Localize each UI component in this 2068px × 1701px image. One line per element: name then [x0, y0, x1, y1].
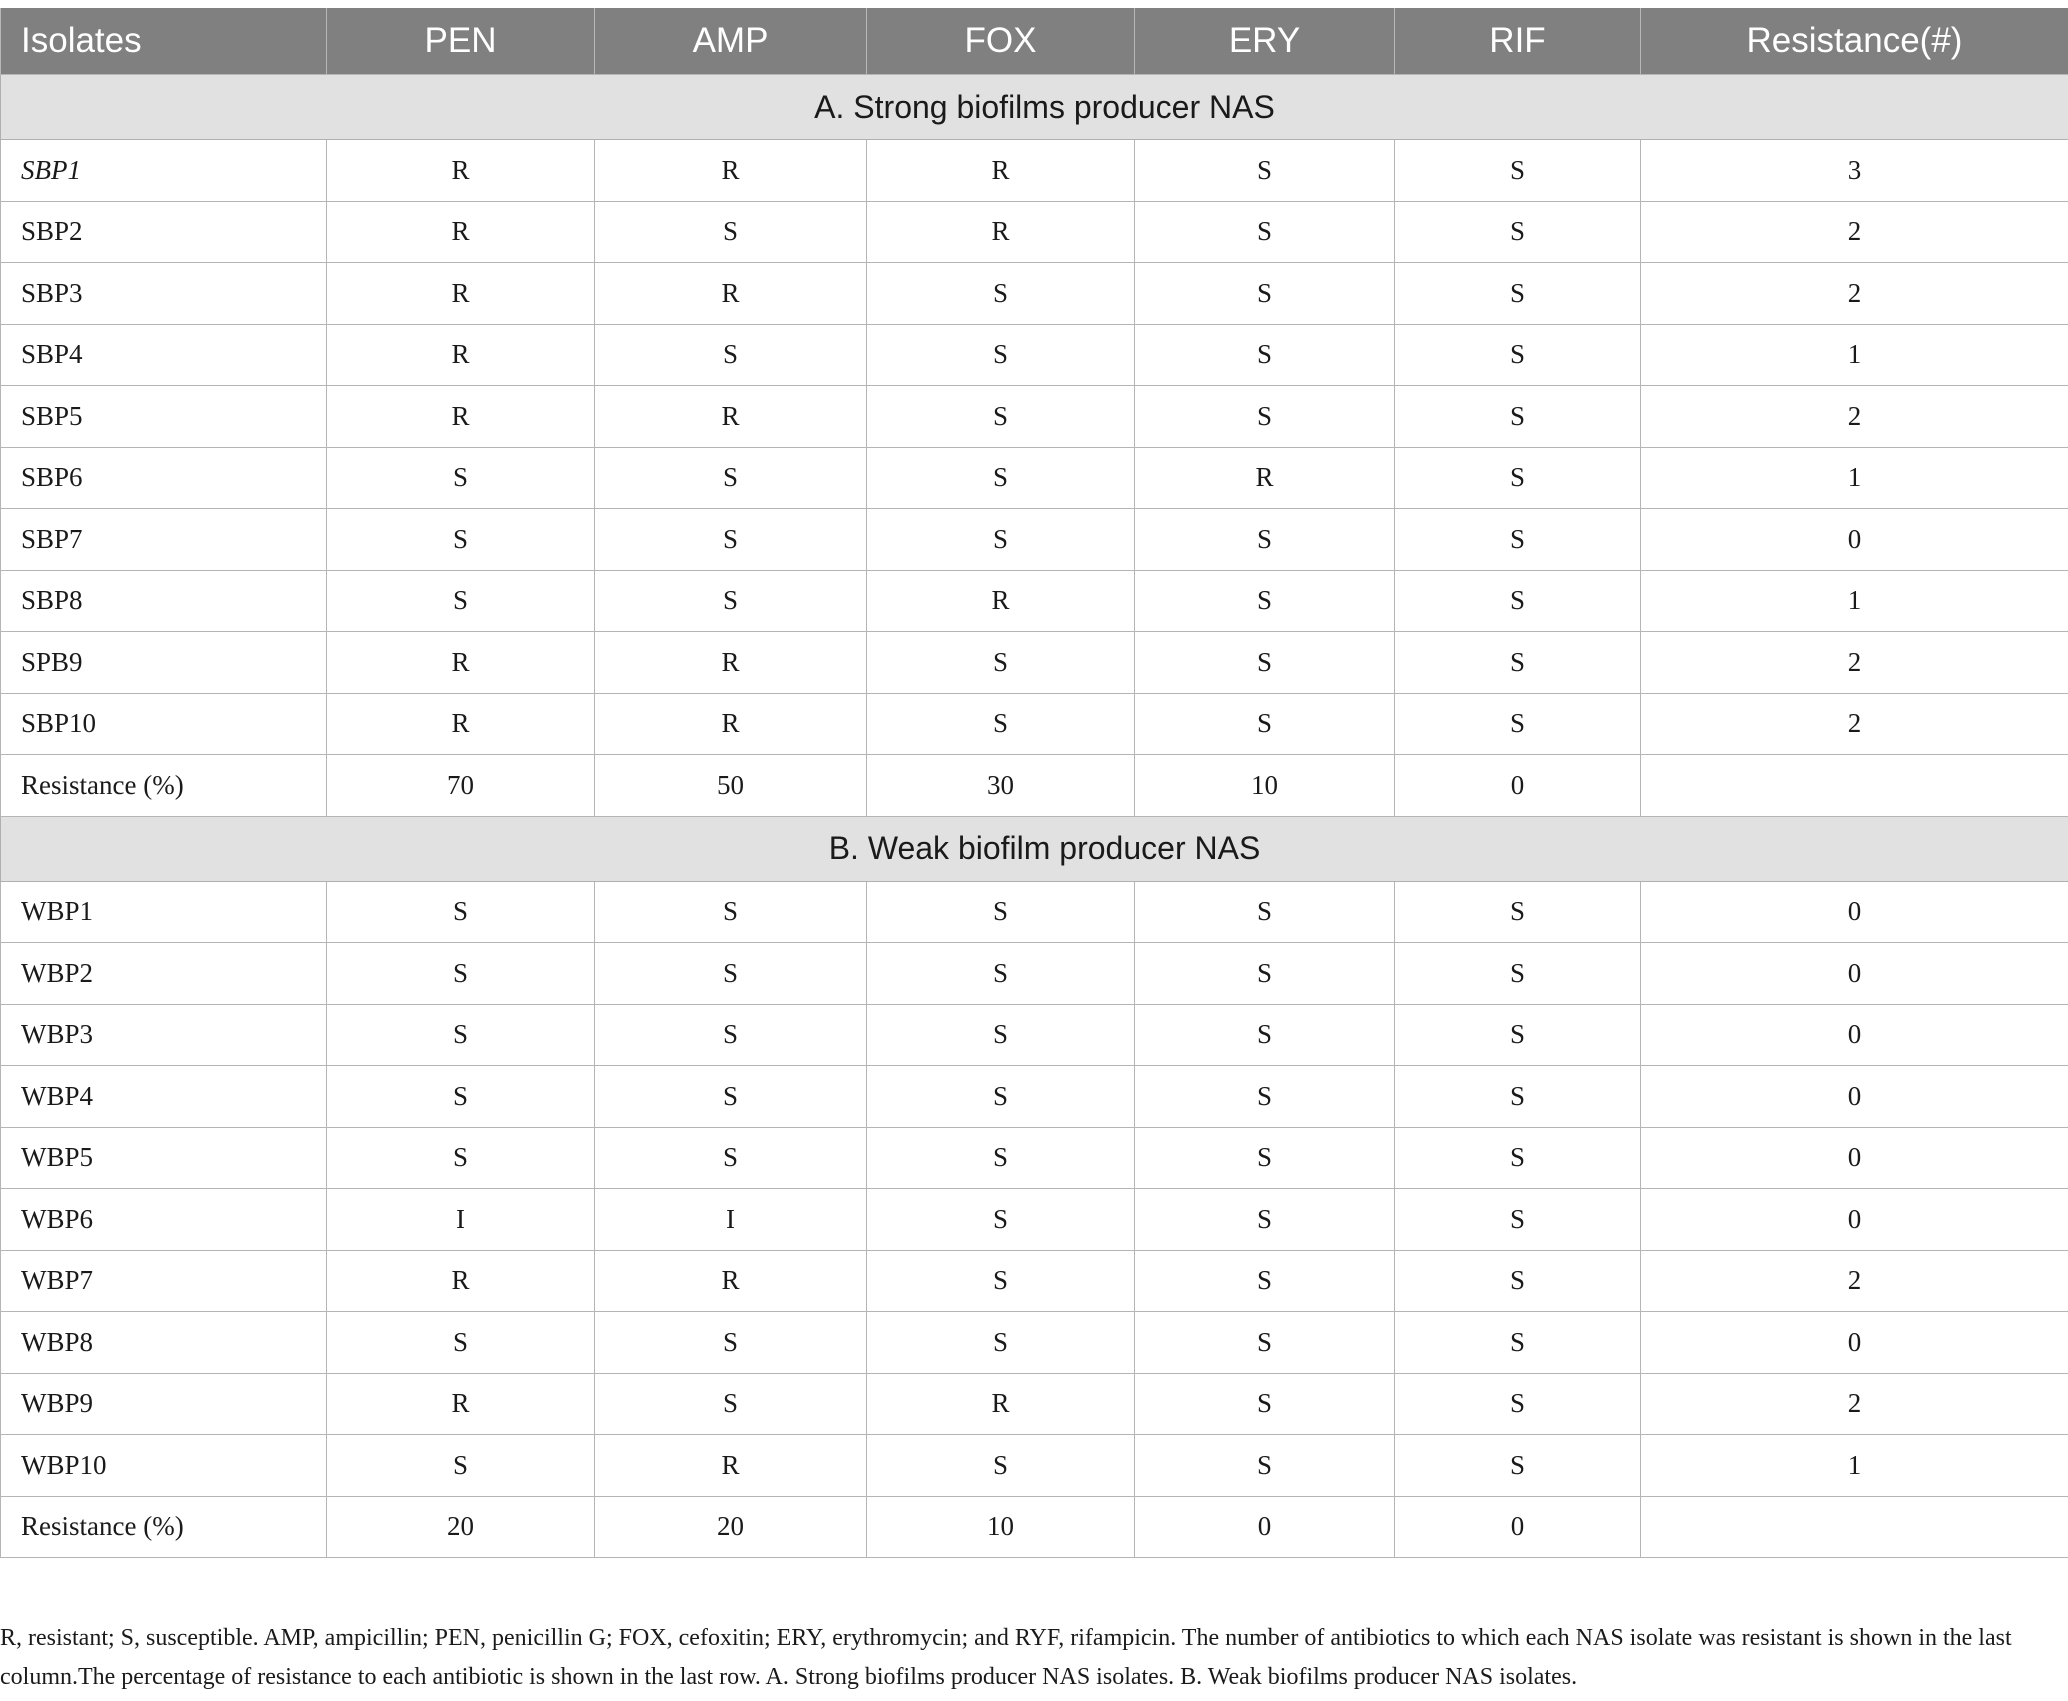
- table-header: [1, 8, 2068, 75]
- susceptibility-cell: S: [867, 1066, 1135, 1128]
- table-row: [1, 447, 2068, 509]
- susceptibility-cell: S: [1395, 1312, 1641, 1374]
- isolate-cell: WBP4: [1, 1066, 327, 1128]
- resistance-percent-cell: 10: [1135, 755, 1395, 817]
- table-row: [1, 1373, 2068, 1435]
- susceptibility-cell: S: [1135, 693, 1395, 755]
- isolate-cell: SBP7: [1, 509, 327, 571]
- susceptibility-cell: R: [327, 632, 595, 694]
- susceptibility-cell: S: [1395, 1373, 1641, 1435]
- susceptibility-cell: R: [327, 201, 595, 263]
- susceptibility-cell: I: [327, 1189, 595, 1251]
- resistance-count-cell: 0: [1641, 1004, 2068, 1066]
- susceptibility-cell: R: [595, 263, 867, 325]
- isolate-cell: SBP3: [1, 263, 327, 325]
- susceptibility-cell: S: [1395, 201, 1641, 263]
- susceptibility-cell: R: [327, 386, 595, 448]
- resistance-percent-cell: 10: [867, 1496, 1135, 1558]
- table-row: [1, 1312, 2068, 1374]
- susceptibility-cell: S: [327, 1066, 595, 1128]
- susceptibility-cell: S: [1395, 447, 1641, 509]
- table-row: [1, 263, 2068, 325]
- susceptibility-cell: S: [867, 693, 1135, 755]
- susceptibility-cell: S: [867, 263, 1135, 325]
- column-header-fox: FOX: [867, 8, 1135, 75]
- isolate-cell: SBP5: [1, 386, 327, 448]
- susceptibility-cell: S: [1135, 943, 1395, 1005]
- susceptibility-cell: S: [867, 1435, 1135, 1497]
- susceptibility-cell: S: [327, 943, 595, 1005]
- column-header-isolates: Isolates: [1, 8, 327, 75]
- resistance-count-cell: 0: [1641, 1312, 2068, 1374]
- susceptibility-cell: S: [867, 1127, 1135, 1189]
- resistance-count-cell: 0: [1641, 1127, 2068, 1189]
- resistance-count-cell: 0: [1641, 1066, 2068, 1128]
- resistance-percent-cell: 70: [327, 755, 595, 817]
- susceptibility-cell: S: [867, 1189, 1135, 1251]
- table-row: [1, 632, 2068, 694]
- susceptibility-cell: S: [1395, 1004, 1641, 1066]
- susceptibility-cell: S: [1135, 509, 1395, 571]
- susceptibility-cell: S: [595, 570, 867, 632]
- susceptibility-cell: S: [867, 881, 1135, 943]
- susceptibility-cell: S: [327, 1312, 595, 1374]
- susceptibility-cell: S: [1395, 324, 1641, 386]
- susceptibility-cell: S: [595, 943, 867, 1005]
- susceptibility-cell: S: [1395, 1250, 1641, 1312]
- isolate-cell: SBP1: [1, 140, 327, 202]
- susceptibility-cell: R: [867, 1373, 1135, 1435]
- isolate-cell: SBP8: [1, 570, 327, 632]
- susceptibility-cell: S: [1135, 570, 1395, 632]
- susceptibility-cell: I: [595, 1189, 867, 1251]
- susceptibility-cell: S: [867, 943, 1135, 1005]
- resistance-percent-cell: 0: [1135, 1496, 1395, 1558]
- susceptibility-cell: S: [867, 386, 1135, 448]
- susceptibility-cell: S: [327, 881, 595, 943]
- summary-label: Resistance (%): [1, 755, 327, 817]
- susceptibility-cell: S: [1135, 1189, 1395, 1251]
- resistance-percent-cell: [1641, 755, 2068, 817]
- susceptibility-cell: S: [1135, 386, 1395, 448]
- resistance-table: [0, 8, 2068, 1558]
- susceptibility-cell: S: [867, 447, 1135, 509]
- susceptibility-cell: S: [1135, 263, 1395, 325]
- susceptibility-cell: S: [1135, 1435, 1395, 1497]
- susceptibility-cell: S: [1395, 632, 1641, 694]
- resistance-percent-cell: 0: [1395, 1496, 1641, 1558]
- susceptibility-cell: S: [595, 881, 867, 943]
- susceptibility-cell: S: [595, 1312, 867, 1374]
- susceptibility-cell: S: [327, 570, 595, 632]
- isolate-cell: WBP2: [1, 943, 327, 1005]
- susceptibility-cell: R: [327, 140, 595, 202]
- resistance-count-cell: 2: [1641, 1250, 2068, 1312]
- resistance-count-cell: 0: [1641, 943, 2068, 1005]
- isolate-cell: WBP5: [1, 1127, 327, 1189]
- susceptibility-cell: S: [1135, 1127, 1395, 1189]
- susceptibility-cell: R: [327, 324, 595, 386]
- summary-row: [1, 1496, 2068, 1558]
- susceptibility-cell: R: [595, 632, 867, 694]
- susceptibility-cell: S: [867, 1250, 1135, 1312]
- susceptibility-cell: S: [1395, 263, 1641, 325]
- susceptibility-cell: R: [595, 386, 867, 448]
- section-title: A. Strong biofilms producer NAS: [1, 75, 2068, 140]
- resistance-count-cell: 2: [1641, 632, 2068, 694]
- susceptibility-cell: S: [867, 632, 1135, 694]
- table-row: [1, 570, 2068, 632]
- susceptibility-cell: S: [1135, 324, 1395, 386]
- susceptibility-cell: S: [327, 509, 595, 571]
- table-row: [1, 1250, 2068, 1312]
- table-row: [1, 693, 2068, 755]
- susceptibility-cell: S: [1395, 1127, 1641, 1189]
- resistance-count-cell: 2: [1641, 201, 2068, 263]
- table-row: [1, 943, 2068, 1005]
- isolate-cell: WBP7: [1, 1250, 327, 1312]
- susceptibility-cell: S: [595, 201, 867, 263]
- susceptibility-cell: S: [595, 447, 867, 509]
- susceptibility-cell: R: [327, 1250, 595, 1312]
- susceptibility-cell: S: [1395, 881, 1641, 943]
- susceptibility-cell: S: [595, 1004, 867, 1066]
- susceptibility-cell: R: [867, 201, 1135, 263]
- susceptibility-cell: S: [1135, 140, 1395, 202]
- susceptibility-cell: S: [1395, 570, 1641, 632]
- isolate-cell: WBP1: [1, 881, 327, 943]
- resistance-percent-cell: 20: [327, 1496, 595, 1558]
- susceptibility-cell: S: [327, 447, 595, 509]
- table-row: [1, 1066, 2068, 1128]
- column-header-resistance-count: Resistance(#): [1641, 8, 2068, 75]
- column-header-rif: RIF: [1395, 8, 1641, 75]
- susceptibility-cell: S: [867, 1004, 1135, 1066]
- resistance-count-cell: 0: [1641, 881, 2068, 943]
- table-row: [1, 881, 2068, 943]
- susceptibility-cell: S: [867, 509, 1135, 571]
- susceptibility-cell: S: [867, 1312, 1135, 1374]
- resistance-percent-cell: 50: [595, 755, 867, 817]
- susceptibility-cell: S: [1135, 201, 1395, 263]
- susceptibility-cell: S: [327, 1127, 595, 1189]
- resistance-percent-cell: 0: [1395, 755, 1641, 817]
- table-row: [1, 140, 2068, 202]
- susceptibility-cell: S: [1395, 140, 1641, 202]
- resistance-percent-cell: 30: [867, 755, 1135, 817]
- susceptibility-cell: S: [1395, 1066, 1641, 1128]
- section-header-row: [1, 816, 2068, 881]
- susceptibility-cell: S: [595, 1373, 867, 1435]
- susceptibility-cell: S: [595, 324, 867, 386]
- susceptibility-cell: R: [595, 1435, 867, 1497]
- isolate-cell: SBP6: [1, 447, 327, 509]
- table-row: [1, 509, 2068, 571]
- resistance-count-cell: 2: [1641, 1373, 2068, 1435]
- resistance-count-cell: 1: [1641, 570, 2068, 632]
- susceptibility-cell: S: [327, 1004, 595, 1066]
- resistance-count-cell: 2: [1641, 693, 2068, 755]
- table-row: [1, 1189, 2068, 1251]
- susceptibility-cell: S: [1135, 1373, 1395, 1435]
- susceptibility-cell: R: [327, 693, 595, 755]
- section-title: B. Weak biofilm producer NAS: [1, 816, 2068, 881]
- susceptibility-cell: S: [1395, 1189, 1641, 1251]
- susceptibility-cell: S: [1135, 1004, 1395, 1066]
- susceptibility-cell: S: [1395, 943, 1641, 1005]
- susceptibility-cell: R: [1135, 447, 1395, 509]
- susceptibility-cell: S: [1395, 386, 1641, 448]
- resistance-count-cell: 2: [1641, 386, 2068, 448]
- susceptibility-cell: R: [595, 693, 867, 755]
- isolate-cell: SBP2: [1, 201, 327, 263]
- table-row: [1, 324, 2068, 386]
- resistance-count-cell: 0: [1641, 1189, 2068, 1251]
- isolate-cell: WBP8: [1, 1312, 327, 1374]
- resistance-count-cell: 1: [1641, 1435, 2068, 1497]
- isolate-cell: WBP6: [1, 1189, 327, 1251]
- table-row: [1, 1435, 2068, 1497]
- resistance-percent-cell: 20: [595, 1496, 867, 1558]
- table-row: [1, 201, 2068, 263]
- table-body: [1, 75, 2068, 1558]
- resistance-percent-cell: [1641, 1496, 2068, 1558]
- table-row: [1, 386, 2068, 448]
- isolate-cell: WBP3: [1, 1004, 327, 1066]
- susceptibility-cell: R: [327, 1373, 595, 1435]
- susceptibility-cell: S: [1395, 1435, 1641, 1497]
- isolate-cell: WBP10: [1, 1435, 327, 1497]
- resistance-table-container: [0, 8, 2068, 1558]
- susceptibility-cell: S: [595, 1127, 867, 1189]
- isolate-cell: SPB9: [1, 632, 327, 694]
- susceptibility-cell: S: [327, 1435, 595, 1497]
- table-row: [1, 1127, 2068, 1189]
- resistance-count-cell: 1: [1641, 447, 2068, 509]
- susceptibility-cell: S: [1135, 1250, 1395, 1312]
- susceptibility-cell: R: [867, 570, 1135, 632]
- table-footnote: R, resistant; S, susceptible. AMP, ampicillin; PEN, penicillin G; FOX, cefoxitin; ERY, erythromycin; and RYF, rifampicin. The number of antibiotics to which each NAS isolate was resistant is shown in the last column.The percentage of resistance to each antibiotic is shown in the last row. A. Strong biofilms producer NAS isolates. B. Weak biofilms producer NAS isolates.: [0, 1625, 2012, 1690]
- susceptibility-cell: R: [595, 1250, 867, 1312]
- column-header-pen: PEN: [327, 8, 595, 75]
- isolate-cell: SBP4: [1, 324, 327, 386]
- header-row: [1, 8, 2068, 75]
- susceptibility-cell: S: [1135, 1312, 1395, 1374]
- table-row: [1, 1004, 2068, 1066]
- susceptibility-cell: S: [595, 509, 867, 571]
- susceptibility-cell: S: [1135, 881, 1395, 943]
- susceptibility-cell: S: [1135, 1066, 1395, 1128]
- section-header-row: [1, 75, 2068, 140]
- isolate-cell: WBP9: [1, 1373, 327, 1435]
- resistance-count-cell: 1: [1641, 324, 2068, 386]
- column-header-amp: AMP: [595, 8, 867, 75]
- susceptibility-cell: S: [1395, 693, 1641, 755]
- susceptibility-cell: S: [1395, 509, 1641, 571]
- summary-row: [1, 755, 2068, 817]
- susceptibility-cell: S: [867, 324, 1135, 386]
- resistance-count-cell: 2: [1641, 263, 2068, 325]
- susceptibility-cell: R: [327, 263, 595, 325]
- isolate-cell: SBP10: [1, 693, 327, 755]
- susceptibility-cell: S: [595, 1066, 867, 1128]
- column-header-ery: ERY: [1135, 8, 1395, 75]
- summary-label: Resistance (%): [1, 1496, 327, 1558]
- resistance-count-cell: 0: [1641, 509, 2068, 571]
- resistance-count-cell: 3: [1641, 140, 2068, 202]
- susceptibility-cell: R: [867, 140, 1135, 202]
- susceptibility-cell: S: [1135, 632, 1395, 694]
- susceptibility-cell: R: [595, 140, 867, 202]
